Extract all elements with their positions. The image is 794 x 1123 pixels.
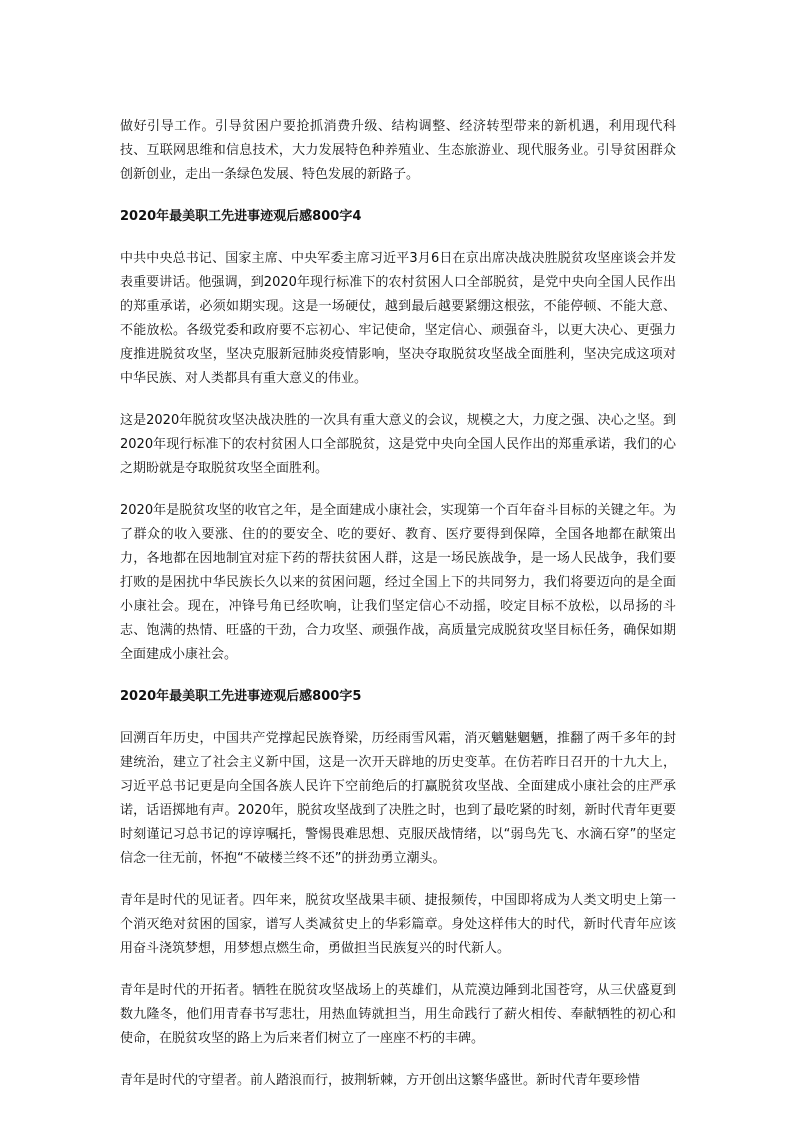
- section-heading-4: 2020年最美职工先进事迹观后感800字4: [120, 209, 362, 224]
- document-page: [120, 115, 676, 1111]
- paragraph: 中共中央总书记、国家主席、中央军委主席习近平3月6日在京出席决战决胜脱贫攻坚座谈会并发表重要讲话。他强调，到2020年现行标准下的农村贫困人口全部脱贫，是党中央向全国人民作出的郑重承诺，必须如期实现。这是一场硬仗，越到最后越要紧绷这根弦，不能停顿、不能大意、不能放松。各级党委和政府要不忘初心、牢记使命，坚定信心、顽强奋斗，以更大决心、更强力度推进脱贫攻坚，坚决克服新冠肺炎疫情影响，坚决夺取脱贫攻坚战全面胜利，坚决完成这项对中华民族、对人类都具有重大意义的伟业。: [120, 251, 676, 386]
- paragraph: 青年是时代的开拓者。牺牲在脱贫攻坚战场上的英雄们，从荒漠边陲到北国苍穹，从三伏盛夏到数九隆冬，他们用青春书写悲壮，用热血铸就担当，用生命践行了薪火相传、奉献牺牲的初心和使命，在脱贫攻坚的路上为后来者们树立了一座座不朽的丰碑。: [120, 983, 676, 1046]
- section-heading-5: 2020年最美职工先进事迹观后感800字5: [120, 689, 362, 704]
- paragraph: 2020年是脱贫攻坚的收官之年，是全面建成小康社会，实现第一个百年奋斗目标的关键之年。为了群众的收入要涨、住的的要安全、吃的要好、教育、医疗要得到保障，全国各地都在献策出力，各地都在因地制宜对症下药的帮扶贫困人群，这是一场民族战争，是一场人民战争，我们要打败的是困扰中华民族长久以来的贫困问题，经过全国上下的共同努力，我们将要迈向的是全面小康社会。现在，冲锋号角已经吹响，让我们坚定信心不动摇，咬定目标不放松，以昂扬的斗志、饱满的热情、旺盛的干劲，合力攻坚、顽强作战，高质量完成脱贫攻坚目标任务，确保如期全面建成小康社会。: [120, 503, 676, 662]
- paragraph: 回溯百年历史，中国共产党撑起民族脊梁，历经雨雪风霜，消灭魑魅魍魉，推翻了两千多年的封建统治，建立了社会主义新中国，这是一次开天辟地的历史变革。在仿若昨日召开的十九大上，习近平总书记更是向全国各族人民许下空前绝后的打赢脱贫攻坚战、全面建成小康社会的庄严承诺，话语掷地有声。2020年，脱贫攻坚战到了决胜之时，也到了最吃紧的时刻，新时代青年更要时刻谨记习总书记的谆谆嘱托，警惕畏难思想、克服厌战情绪，以“弱鸟先飞、水滴石穿”的坚定信念一往无前，怀抱“不破楼兰终不还”的拼劲勇立潮头。: [120, 731, 676, 866]
- paragraph: 青年是时代的见证者。四年来，脱贫攻坚战果丰硕、捷报频传，中国即将成为人类文明史上第一个消灭绝对贫困的国家，谱写人类减贫史上的华彩篇章。身处这样伟大的时代，新时代青年应该用奋斗浇筑梦想，用梦想点燃生命，勇做担当民族复兴的时代新人。: [120, 893, 676, 956]
- paragraph: 这是2020年脱贫攻坚决战决胜的一次具有重大意义的会议，规模之大，力度之强、决心之坚。到2020年现行标准下的农村贫困人口全部脱贫，这是党中央向全国人民作出的郑重承诺，我们的心之期盼就是夺取脱贫攻坚全面胜利。: [120, 413, 676, 476]
- paragraph-intro: 做好引导工作。引导贫困户要抢抓消费升级、结构调整、经济转型带来的新机遇，利用现代科技、互联网思维和信息技术，大力发展特色种养殖业、生态旅游业、现代服务业。引导贫困群众创新创业，走出一条绿色发展、特色发展的新路子。: [120, 119, 676, 182]
- paragraph-last: 青年是时代的守望者。前人踏浪而行，披荆斩棘，方开创出这繁华盛世。新时代青年要珍惜: [120, 1073, 641, 1088]
